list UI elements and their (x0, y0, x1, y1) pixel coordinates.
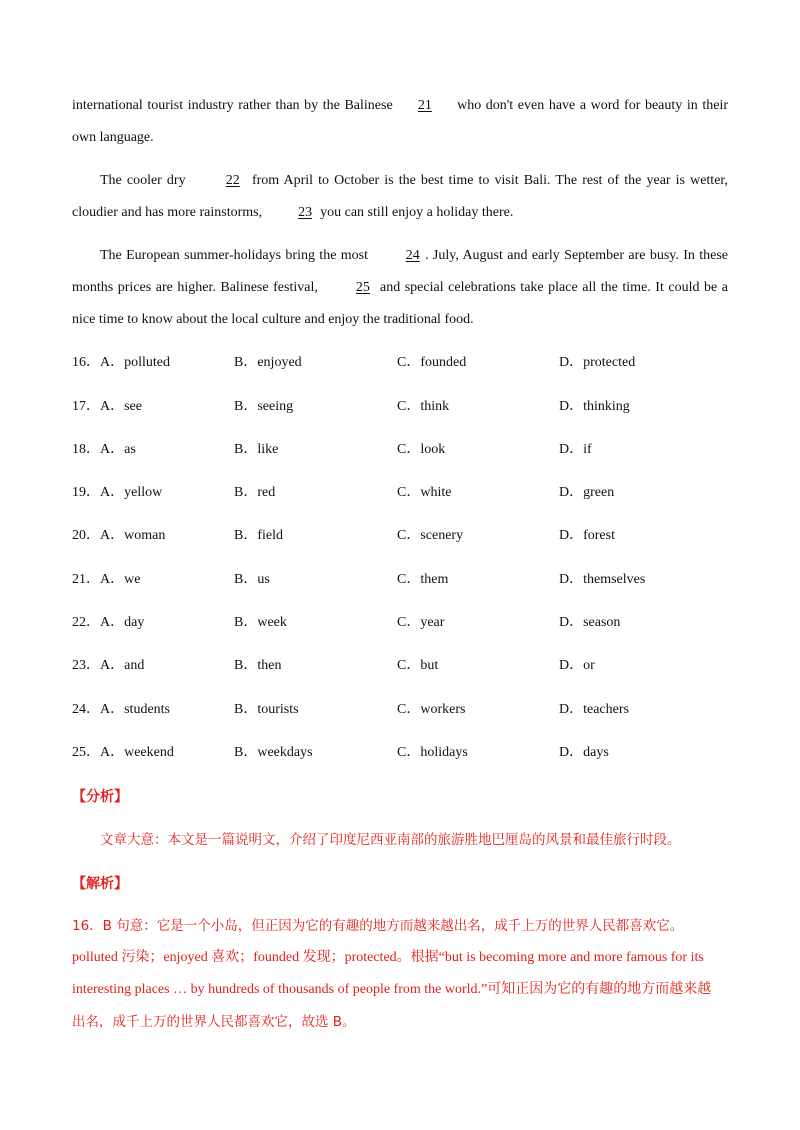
question-number: 23． (72, 658, 100, 673)
option-b: B．us (234, 572, 270, 587)
option-c: C．workers (397, 702, 466, 717)
passage-text: international tourist industry rather than by the Balinese (72, 98, 393, 113)
blank-23: 23 (298, 205, 313, 220)
question-number: 16． (72, 355, 100, 370)
option-b: B．seeing (234, 399, 294, 414)
option-d: D．green (559, 485, 615, 500)
passage-paragraph-2 (72, 165, 728, 229)
option-c: C．look (397, 442, 446, 457)
blank-24: 24 (405, 248, 420, 263)
option-b: B．tourists (234, 702, 299, 717)
option-c: C．think (397, 399, 450, 414)
option-a: A．and (100, 658, 145, 673)
option-a: A．weekend (100, 745, 174, 760)
option-b: B．field (234, 528, 283, 543)
passage-text: who don't even have a word for beauty in their own language. (72, 98, 729, 145)
option-c: C．but (397, 658, 439, 673)
option-b: B．red (234, 485, 276, 500)
question-number: 21． (72, 572, 100, 587)
blank-21: 21 (417, 98, 432, 113)
passage-paragraph-3 (72, 240, 728, 336)
option-d: D．teachers (559, 702, 629, 717)
passage-text: The cooler dry (100, 173, 186, 188)
passage-paragraph-1 (72, 90, 728, 154)
option-c: C．them (397, 572, 449, 587)
option-d: D．if (559, 442, 592, 457)
option-c: C．holidays (397, 745, 468, 760)
question-number: 25． (72, 745, 100, 760)
option-a: A．yellow (100, 485, 163, 500)
passage-text: . July, August and early September are busy. In these months prices are higher. Balinese festival, (72, 248, 729, 295)
explanation-heading: 【解析】 (72, 876, 128, 892)
passage-text: The European summer-holidays bring the most (100, 248, 368, 263)
question-number: 19． (72, 485, 100, 500)
explanation-line: polluted 污染；enjoyed 喜欢；founded 发现；protected。根据“but is becoming more and more famous for its (72, 950, 704, 965)
analysis-heading: 【分析】 (72, 789, 128, 805)
option-c: C．scenery (397, 528, 464, 543)
option-c: C．founded (397, 355, 467, 370)
explanation-line: 16．B 句意：它是一个小岛，但正因为它的有趣的地方而越来越出名，成千上万的世界人民都喜欢它。 (72, 918, 684, 934)
option-d: D．protected (559, 355, 636, 370)
option-a: A．day (100, 615, 145, 630)
option-b: B．like (234, 442, 279, 457)
option-b: B．weekdays (234, 745, 313, 760)
option-a: A．we (100, 572, 141, 587)
blank-22: 22 (225, 173, 240, 188)
explanation-line: interesting places … by hundreds of thousands of people from the world.”可知正因为它的有趣的地方而越来越 (72, 982, 712, 997)
option-a: A．as (100, 442, 136, 457)
passage-text: you can still enjoy a holiday there. (320, 205, 514, 220)
question-number: 24． (72, 702, 100, 717)
explanation-line: 出名，成千上万的世界人民都喜欢它，故选 B。 (72, 1014, 356, 1030)
question-number: 17． (72, 399, 100, 414)
option-c: C．year (397, 615, 445, 630)
option-a: A．see (100, 399, 142, 414)
passage-text: from April to October is the best time to visit Bali. The rest of the year is wetter, cloudier and has more rainstorms, (72, 173, 729, 220)
question-number: 22． (72, 615, 100, 630)
option-c: C．white (397, 485, 452, 500)
option-d: D．thinking (559, 399, 630, 414)
option-b: B．then (234, 658, 282, 673)
option-d: D．days (559, 745, 609, 760)
analysis-text: 文章大意：本文是一篇说明文，介绍了印度尼西亚南部的旅游胜地巴厘岛的风景和最佳旅行时段。 (100, 832, 681, 848)
blank-25: 25 (355, 280, 370, 295)
option-d: D．themselves (559, 572, 646, 587)
option-a: A．students (100, 702, 170, 717)
passage-text: and special celebrations take place all the time. It could be a nice time to know about the local culture and enjoy the traditional food. (72, 280, 728, 327)
option-d: D．forest (559, 528, 615, 543)
option-d: D．season (559, 615, 621, 630)
question-number: 18． (72, 442, 100, 457)
option-a: A．polluted (100, 355, 170, 370)
option-a: A．woman (100, 528, 166, 543)
option-b: B．week (234, 615, 287, 630)
question-number: 20． (72, 528, 100, 543)
option-d: D．or (559, 658, 595, 673)
option-b: B．enjoyed (234, 355, 302, 370)
